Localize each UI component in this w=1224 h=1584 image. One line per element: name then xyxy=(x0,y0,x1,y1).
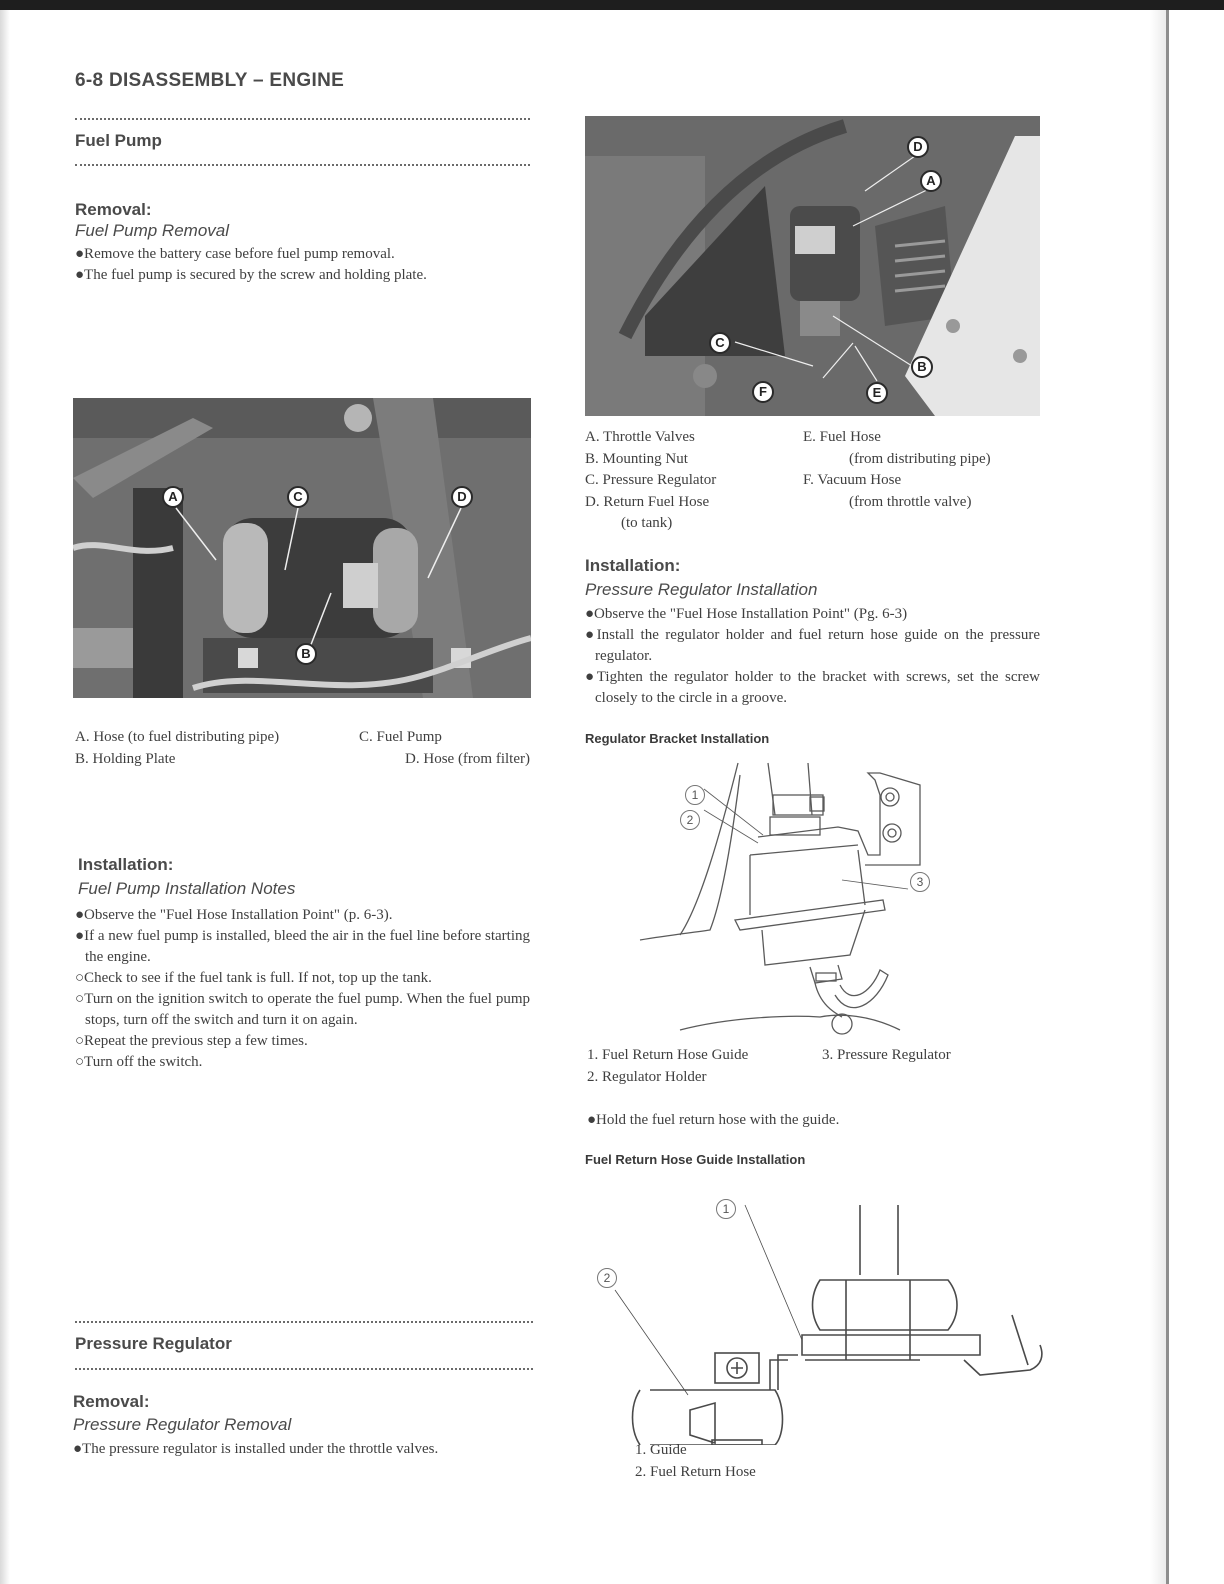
section-divider xyxy=(75,118,530,120)
photo-callout-c: C xyxy=(709,332,731,354)
section-title-fuel-pump: Fuel Pump xyxy=(75,131,162,150)
hose-guide-drawing xyxy=(580,1185,1050,1445)
page-spine-shadow xyxy=(1150,10,1166,1584)
legend-item: E. Fuel Hose xyxy=(803,429,881,445)
diagram-callout-1: 1 xyxy=(685,785,705,805)
section-title-pressure-regulator: Pressure Regulator xyxy=(75,1334,232,1353)
pressure-regulator-installation-subheading: Pressure Regulator Installation xyxy=(585,580,818,599)
diagram-callout-3: 3 xyxy=(910,872,930,892)
legend-item: B. Mounting Nut xyxy=(585,450,688,467)
legend-item: D. Return Fuel Hose xyxy=(585,493,710,510)
legend-item: F. Vacuum Hose xyxy=(803,472,902,488)
diagram-callout-2: 2 xyxy=(597,1268,617,1288)
pressure-regulator-removal-steps xyxy=(73,1439,530,1460)
step-item: ●The pressure regulator is installed under the throttle valves. xyxy=(73,1441,439,1457)
hose-guide-diagram xyxy=(580,1185,1050,1445)
pressure-regulator-installation-heading: Installation: xyxy=(585,556,681,575)
legend-item: 2. Fuel Return Hose xyxy=(635,1463,756,1480)
fuel-pump-removal-heading: Removal: xyxy=(75,200,152,219)
fuel-pump-removal-subheading: Fuel Pump Removal xyxy=(75,221,230,240)
photo-callout-e: E xyxy=(866,382,888,404)
pressure-regulator-photo-illustration xyxy=(585,116,1040,416)
photo-callout-b: B xyxy=(911,356,933,378)
section-divider xyxy=(75,1368,533,1370)
hose-guide-legend xyxy=(635,1440,756,1483)
legend-item: C. Fuel Pump xyxy=(359,729,442,745)
fuel-pump-photo-legend xyxy=(75,727,530,770)
pressure-regulator-photo-legend-right xyxy=(803,427,1048,513)
figure-title-regulator-bracket: Regulator Bracket Installation xyxy=(585,731,770,746)
regulator-bracket-drawing xyxy=(580,755,1050,1040)
section-divider xyxy=(75,164,530,166)
photo-callout-c: C xyxy=(287,486,309,508)
diagram-callout-1: 1 xyxy=(716,1199,736,1219)
legend-item: (from distributing pipe) xyxy=(849,450,991,467)
photo-callout-a: A xyxy=(920,170,942,192)
sub-step-item: ○Repeat the previous step a few times. xyxy=(75,1033,308,1049)
scan-top-border xyxy=(0,0,1224,10)
pressure-regulator-removal-heading: Removal: xyxy=(73,1392,150,1411)
pressure-regulator-installation-steps xyxy=(585,604,1040,709)
pressure-regulator-photo-legend-left xyxy=(585,427,805,535)
photo-callout-d: D xyxy=(907,136,929,158)
legend-item: (from throttle valve) xyxy=(849,493,972,510)
legend-item: 2. Regulator Holder xyxy=(587,1068,707,1085)
legend-item: A. Throttle Valves xyxy=(585,429,695,445)
figure-title-hose-guide: Fuel Return Hose Guide Installation xyxy=(585,1152,806,1167)
legend-item: (to tank) xyxy=(621,515,673,531)
step-item: ●Observe the "Fuel Hose Installation Point" (p. 6-3). xyxy=(75,907,393,923)
fuel-pump-installation-steps xyxy=(75,905,530,1073)
legend-item: C. Pressure Regulator xyxy=(585,472,717,488)
regulator-bracket-diagram xyxy=(580,755,1050,1040)
fuel-pump-installation-subheading: Fuel Pump Installation Notes xyxy=(78,879,296,898)
step-item: ●Remove the battery case before fuel pump removal. xyxy=(75,246,395,262)
sub-step-item: ○Turn off the switch. xyxy=(75,1054,203,1070)
fuel-pump-removal-steps xyxy=(75,244,530,286)
legend-item: 1. Guide xyxy=(635,1442,687,1458)
step-item: ●Tighten the regulator holder to the bracket with screws, set the screw closely to the circle in a groove. xyxy=(585,669,1040,706)
step-item: ●Install the regulator holder and fuel return hose guide on the pressure regulator. xyxy=(585,627,1040,664)
pressure-regulator-photo xyxy=(585,116,1040,416)
pressure-regulator-removal-subheading: Pressure Regulator Removal xyxy=(73,1415,292,1434)
page-spine xyxy=(1166,10,1169,1584)
scan-left-edge xyxy=(0,10,10,1584)
photo-callout-a: A xyxy=(162,486,184,508)
fuel-pump-installation-heading: Installation: xyxy=(78,855,174,874)
legend-item: D. Hose (from filter) xyxy=(405,750,530,767)
photo-callout-f: F xyxy=(752,381,774,403)
fuel-pump-photo xyxy=(73,398,531,698)
sub-step-item: ○Check to see if the fuel tank is full. If not, top up the tank. xyxy=(75,970,432,986)
section-divider xyxy=(75,1321,533,1323)
legend-item: A. Hose (to fuel distributing pipe) xyxy=(75,729,280,745)
photo-callout-b: B xyxy=(295,643,317,665)
step-item: ●The fuel pump is secured by the screw and holding plate. xyxy=(75,267,427,283)
step-item: ●Observe the "Fuel Hose Installation Point" (Pg. 6-3) xyxy=(585,606,908,622)
legend-item: 3. Pressure Regulator xyxy=(822,1047,951,1063)
legend-item: 1. Fuel Return Hose Guide xyxy=(587,1047,749,1063)
legend-item: B. Holding Plate xyxy=(75,750,176,767)
photo-callout-d: D xyxy=(451,486,473,508)
diagram-callout-2: 2 xyxy=(680,810,700,830)
step-item: ●If a new fuel pump is installed, bleed the air in the fuel line before starting the engine. xyxy=(75,928,530,965)
hold-hose-note: ●Hold the fuel return hose with the guide. xyxy=(587,1112,840,1128)
sub-step-item: ○Turn on the ignition switch to operate the fuel pump. When the fuel pump stops, turn off the switch and turn it on again. xyxy=(75,991,530,1028)
regulator-bracket-legend xyxy=(587,1045,1027,1088)
page-header: 6-8 DISASSEMBLY – ENGINE xyxy=(75,70,345,91)
